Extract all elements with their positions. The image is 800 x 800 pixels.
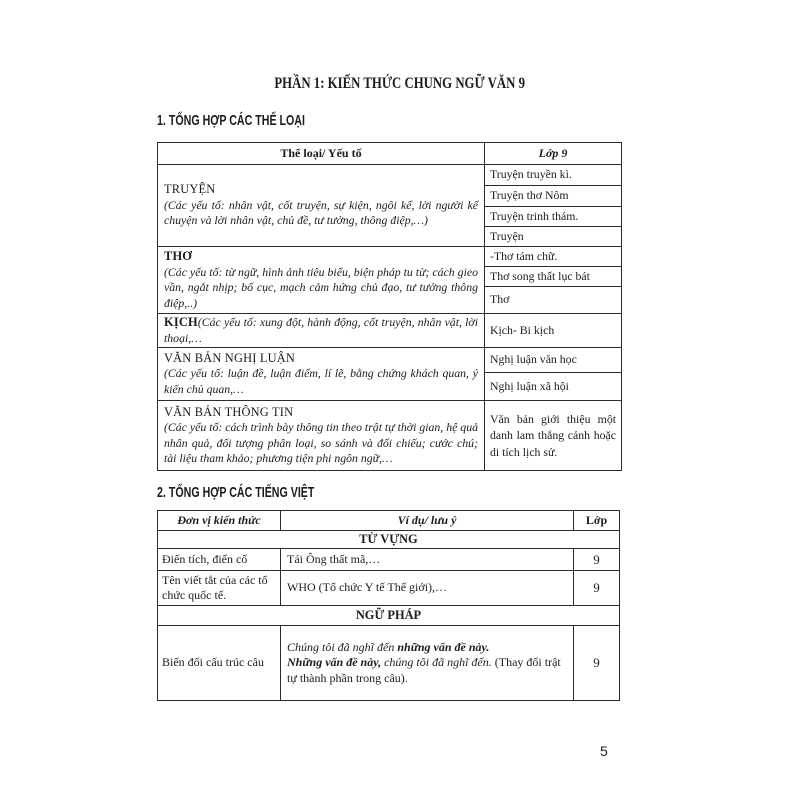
grade-item: Truyện — [485, 227, 622, 247]
example-column-header: Ví dụ/ lưu ý — [281, 511, 574, 531]
table-header-row — [158, 511, 620, 531]
vietnamese-table — [157, 510, 620, 701]
genre-elements: (Các yếu tố: xung đột, hành động, cốt truyện, nhân vật, lời thoại,… — [164, 315, 478, 345]
table-header-row — [158, 143, 622, 165]
grade-item: Truyện trinh thám. — [485, 207, 622, 227]
table-row — [158, 571, 620, 606]
table-row — [158, 348, 622, 373]
grade-item: -Thơ tám chữ. — [485, 247, 622, 267]
genre-name: VĂN BẢN NGHỊ LUẬN — [164, 350, 296, 365]
example-text: chúng tôi đã nghĩ đến. — [381, 655, 492, 670]
table-row — [158, 626, 620, 701]
genre-elements: (Các yếu tố: từ ngữ, hình ảnh tiêu biểu, biện pháp tu từ; cách gieo vần, ngắt nhịp; bố cục, mạch cảm hứng chủ đạo, tư tưởng thông điệp,..) — [164, 264, 478, 310]
table-row — [158, 314, 622, 348]
genre-name: TRUYỆN — [164, 182, 216, 197]
page-title-text: PHẦN 1: KIẾN THỨC CHUNG NGỮ VĂN 9 — [274, 75, 526, 92]
table-row — [158, 165, 622, 186]
page-title — [0, 75, 800, 93]
grade-item: Nghị luận xã hội — [485, 373, 622, 401]
grade-item: Truyện thơ Nôm — [485, 186, 622, 207]
genres-table — [157, 142, 622, 471]
genre-elements: (Các yếu tố: nhân vật, cốt truyện, sự kiện, ngôi kể, lời người kể chuyện và lời nhân vật, chủ đề, tư tưởng, thông điệp,…) — [164, 197, 478, 228]
example-cell: Tái Ông thất mã,… — [281, 549, 574, 571]
example-text: Chúng tôi đã nghĩ đến — [287, 639, 398, 654]
genre-column-header: Thể loại/ Yếu tố — [158, 143, 485, 165]
grade-item: Thơ — [485, 287, 622, 314]
genre-name: VĂN BẢN THÔNG TIN — [164, 404, 294, 419]
example-cell — [281, 626, 574, 701]
grade-cell: 9 — [574, 626, 620, 701]
unit-cell: Tên viết tắt của các tổ chức quốc tế. — [158, 571, 281, 606]
grade-column-header: Lớp 9 — [485, 143, 622, 165]
section-heading-genres — [157, 112, 365, 129]
table-row — [158, 549, 620, 571]
grade-item: Nghị luận văn học — [485, 348, 622, 373]
page-number: 5 — [600, 743, 608, 759]
genre-elements: (Các yếu tố: luận đề, luận điểm, lí lẽ, bằng chứng khách quan, ý kiến chủ quan,… — [164, 366, 478, 396]
genre-cell-thong-tin — [158, 401, 485, 471]
genre-name: THƠ — [164, 249, 193, 263]
grade-cell: 9 — [574, 571, 620, 606]
section-heading-text: 1. TỔNG HỢP CÁC THỂ LOẠI — [157, 112, 305, 129]
example-emphasis: Những vấn đề này, — [287, 655, 382, 670]
group-row — [158, 531, 620, 549]
group-label-vocabulary: TỪ VỰNG — [158, 531, 620, 549]
grade-item: Kịch- Bi kịch — [485, 314, 622, 348]
unit-cell: Biến đổi cấu trúc câu — [158, 626, 281, 701]
group-row — [158, 606, 620, 626]
example-emphasis: những vấn đề này. — [397, 639, 490, 654]
genre-cell-nghi-luan — [158, 348, 485, 401]
grade-cell: 9 — [574, 549, 620, 571]
unit-cell: Điển tích, điển cố — [158, 549, 281, 571]
genre-cell-tho — [158, 247, 485, 314]
table-row — [158, 401, 622, 471]
genre-name: KỊCH — [164, 315, 198, 329]
table-row — [158, 247, 622, 267]
genre-cell-truyen — [158, 165, 485, 247]
section-heading-vietnamese — [157, 484, 379, 501]
grade-item: Thơ song thất lục bát — [485, 267, 622, 287]
genre-cell-kich — [158, 314, 485, 348]
grade-item: Văn bản giới thiệu một danh lam thắng cảnh hoặc di tích lịch sử. — [485, 401, 622, 471]
group-label-grammar: NGỮ PHÁP — [158, 606, 620, 626]
section-heading-text: 2. TỔNG HỢP CÁC TIẾNG VIỆT — [157, 484, 315, 501]
example-cell: WHO (Tổ chức Y tế Thế giới),… — [281, 571, 574, 606]
genre-elements: (Các yếu tố: cách trình bày thông tin theo trật tự thời gian, hệ quả nhân quả, đối tượng phân loại, so sánh và đối chiếu; cước chú; tài liệu tham khảo; phương tiện phi ngôn ngữ,… — [164, 420, 478, 465]
unit-column-header: Đơn vị kiến thức — [158, 511, 281, 531]
grade-column-header: Lớp — [574, 511, 620, 531]
example-note: (Thay đổi trật tự thành phần trong câu). — [287, 655, 561, 685]
grade-item: Truyện truyền kì. — [485, 165, 622, 186]
